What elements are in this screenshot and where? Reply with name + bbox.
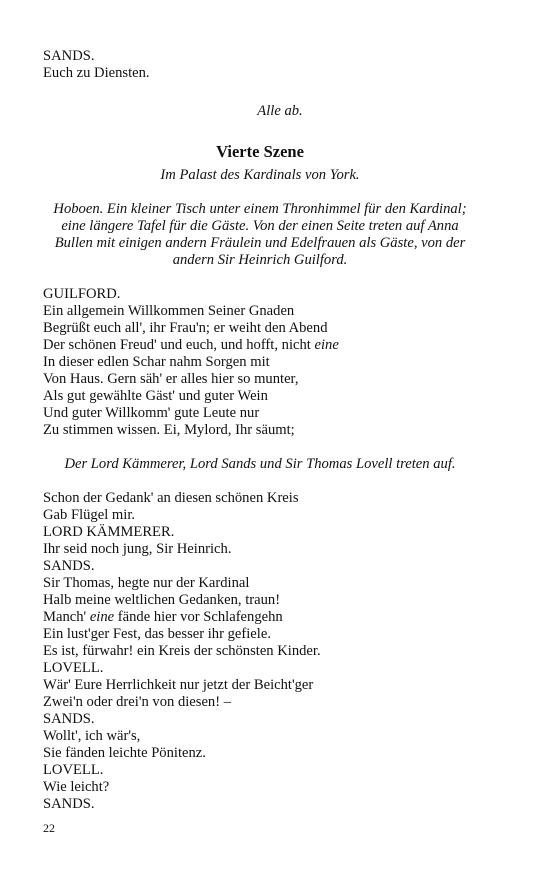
dialogue-text: Der schönen Freud' und euch, und hofft, nicht bbox=[43, 337, 315, 353]
speaker-sands: SANDS. bbox=[43, 711, 95, 727]
dialogue-line: Schon der Gedank' an diesen schönen Kreis bbox=[43, 490, 299, 506]
page-number: 22 bbox=[43, 821, 55, 835]
speaker-lovell: LOVELL. bbox=[43, 762, 104, 778]
dialogue-line: Wär' Eure Herrlichkeit nur jetzt der Beicht'ger bbox=[43, 677, 314, 693]
dialogue-line bbox=[43, 337, 477, 354]
dialogue-line: Wollt', ich wär's, bbox=[43, 728, 141, 744]
speaker-sands: SANDS. bbox=[43, 48, 95, 64]
dialogue-line: Ihr seid noch jung, Sir Heinrich. bbox=[43, 541, 232, 557]
speaker-lovell: LOVELL. bbox=[43, 660, 104, 676]
dialogue-line: Sir Thomas, hegte nur der Kardinal bbox=[43, 575, 250, 591]
dialogue-line: Ein lust'ger Fest, das besser ihr gefiele. bbox=[43, 626, 271, 642]
emphasis-text: eine bbox=[314, 337, 339, 353]
stage-direction-line: Hoboen. Ein kleiner Tisch unter einem Thronhimmel für den Kardinal; bbox=[53, 201, 467, 217]
speaker-lord-kammerer: LORD KÄMMERER. bbox=[43, 524, 175, 540]
scene-title: Vierte Szene bbox=[216, 142, 304, 161]
document-page bbox=[43, 48, 477, 813]
stage-direction-line: Bullen mit einigen andern Fräulein und Edelfrauen als Gäste, von der bbox=[54, 235, 466, 251]
dialogue-line bbox=[43, 609, 477, 626]
dialogue-line: Euch zu Diensten. bbox=[43, 65, 150, 81]
speaker-guilford: GUILFORD. bbox=[43, 286, 121, 302]
dialogue-line: Halb meine weltlichen Gedanken, traun! bbox=[43, 592, 281, 608]
dialogue-text: Manch' bbox=[43, 609, 90, 625]
dialogue-line: Ein allgemein Willkommen Seiner Gnaden bbox=[43, 303, 295, 319]
exit-stage-direction: Alle ab. bbox=[257, 103, 303, 119]
dialogue-line: Zwei'n oder drei'n von diesen! – bbox=[43, 694, 232, 710]
stage-direction-line: eine längere Tafel für die Gäste. Von der einen Seite treten auf Anna bbox=[61, 218, 459, 234]
stage-direction-opening bbox=[43, 201, 477, 269]
dialogue-line: Wie leicht? bbox=[43, 779, 110, 795]
emphasis-text: eine bbox=[89, 609, 115, 625]
dialogue-text: fände hier vor Schlafengehn bbox=[114, 609, 283, 625]
dialogue-line: Von Haus. Gern säh' er alles hier so munter, bbox=[43, 371, 299, 387]
speaker-sands: SANDS. bbox=[43, 558, 95, 574]
scene-place: Im Palast des Kardinals von York. bbox=[160, 167, 360, 183]
dialogue-line: Zu stimmen wissen. Ei, Mylord, Ihr säumt; bbox=[43, 422, 295, 438]
dialogue-line: Begrüßt euch all', ihr Frau'n; er weiht den Abend bbox=[43, 320, 328, 336]
stage-direction-line: andern Sir Heinrich Guilford. bbox=[172, 252, 348, 268]
stage-direction-entrance: Der Lord Kämmerer, Lord Sands und Sir Thomas Lovell treten auf. bbox=[64, 456, 456, 472]
dialogue-line: Es ist, fürwahr! ein Kreis der schönsten Kinder. bbox=[43, 643, 321, 659]
dialogue-line: In dieser edlen Schar nahm Sorgen mit bbox=[43, 354, 270, 370]
dialogue-line: Und guter Willkomm' gute Leute nur bbox=[43, 405, 260, 421]
speaker-sands: SANDS. bbox=[43, 796, 95, 812]
dialogue-line: Gab Flügel mir. bbox=[43, 507, 136, 523]
dialogue-line: Als gut gewählte Gäst' und guter Wein bbox=[43, 388, 268, 404]
dialogue-line: Sie fänden leichte Pönitenz. bbox=[43, 745, 206, 761]
